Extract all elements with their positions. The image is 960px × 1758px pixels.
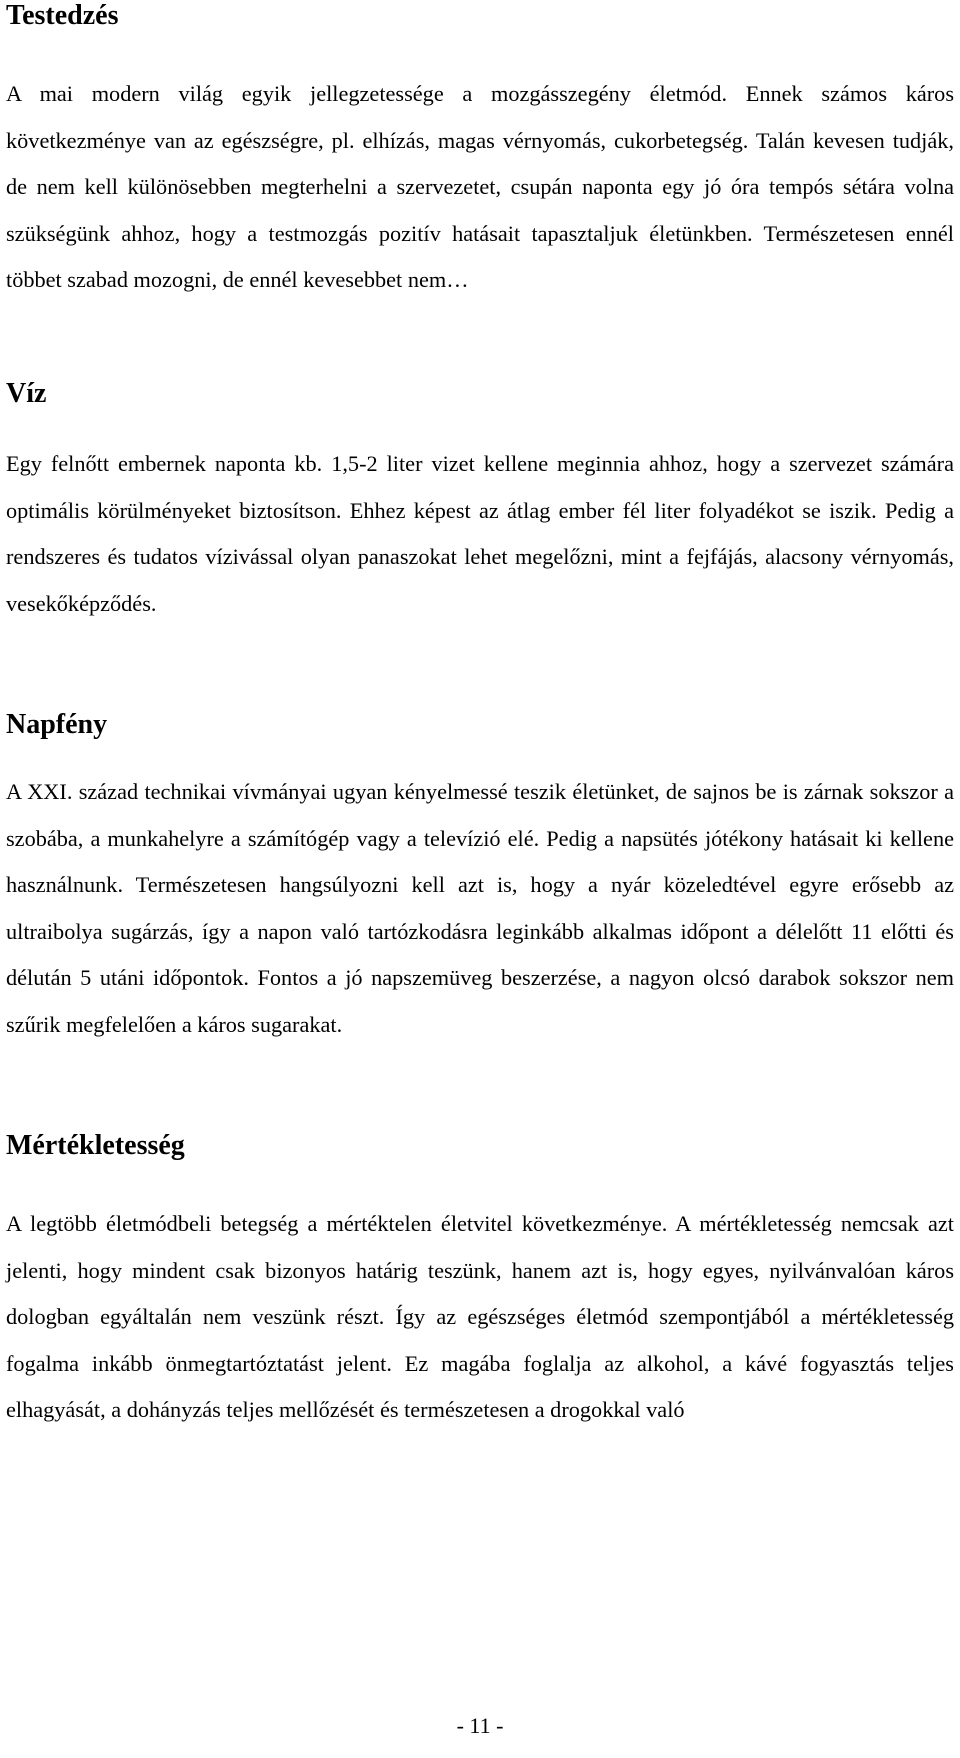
- page-number: - 11 -: [456, 1713, 504, 1738]
- section-heading-viz: Víz: [6, 378, 47, 409]
- section-heading-napfeny: Napfény: [6, 709, 108, 740]
- section-heading-testedzes: Testedzés: [6, 0, 119, 31]
- section-heading-mertekletesseg: Mértékletesség: [6, 1130, 185, 1161]
- section-paragraph-napfeny: A XXI. század technikai vívmányai ugyan kényelmessé teszik életünket, de sajnos be is zárnak sokszor a szobába, a munkahelyre a számítógép vagy a televízió elé. Pedig a napsütés jótékony hatásait ki kellene használnunk. Természetesen hangsúlyozni kell azt is, hogy a nyár közeledtével egyre erősebb az ultraibolya sugárzás, így a napon való tartózkodásra leginkább alkalmas időpont a délelőtt 11 előtti és délután 5 utáni időpontok. Fontos a jó napszemüveg beszerzése, a nagyon olcsó darabok sokszor nem szűrik megfelelően a káros sugarakat.: [6, 779, 954, 1037]
- section-paragraph-testedzes: A mai modern világ egyik jellegzetessége a mozgásszegény életmód. Ennek számos káros következménye van az egészségre, pl. elhízás, magas vérnyomás, cukorbetegség. Talán kevesen tudják, de nem kell különösebben megterhelni a szervezetet, csupán naponta egy jó óra tempós sétára volna szükségünk ahhoz, hogy a testmozgás pozitív hatásait tapasztaljuk életünkben. Természetesen ennél többet szabad mozogni, de ennél kevesebbet nem…: [6, 81, 954, 292]
- section-paragraph-viz: Egy felnőtt embernek naponta kb. 1,5-2 liter vizet kellene meginnia ahhoz, hogy a szervezet számára optimális körülményeket biztosítson. Ehhez képest az átlag ember fél liter folyadékot se iszik. Pedig a rendszeres és tudatos vízivással olyan panaszokat lehet megelőzni, mint a fejfájás, alacsony vérnyomás, vesekőképződés.: [6, 451, 954, 616]
- section-paragraph-mertekletesseg: A legtöbb életmódbeli betegség a mértéktelen életvitel következménye. A mértékletesség nemcsak azt jelenti, hogy mindent csak bizonyos határig teszünk, hanem azt is, hogy egyes, nyilvánvalóan káros dologban egyáltalán nem veszünk részt. Így az egészséges életmód szempontjából a mértékletesség fogalma inkább önmegtartóztatást jelent. Ez magába foglalja az alkohol, a kávé fogyasztás teljes elhagyását, a dohányzás teljes mellőzését és természetesen a drogokkal való: [6, 1211, 954, 1422]
